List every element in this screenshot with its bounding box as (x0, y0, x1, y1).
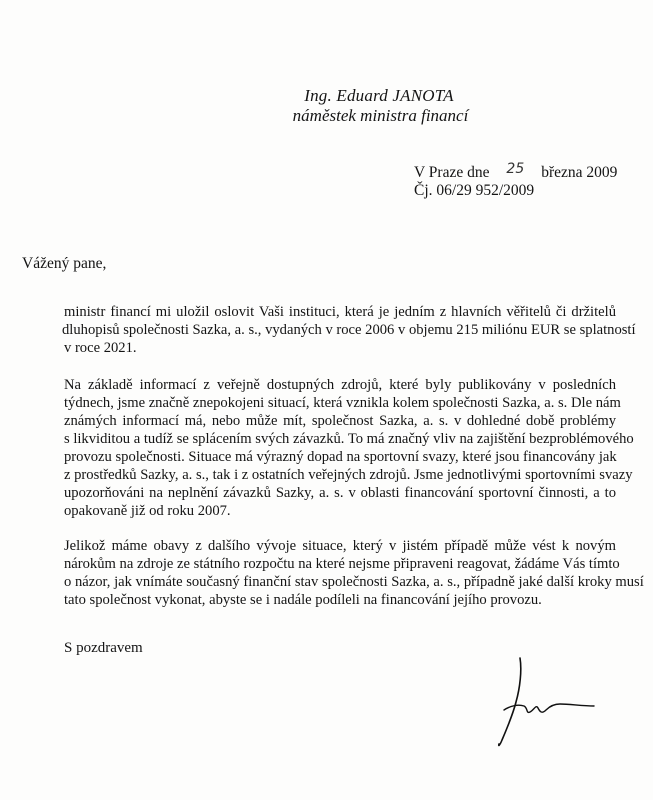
place-date-prefix: V Praze dne (414, 164, 490, 181)
paragraph-line: provozu společnosti. Situace má výrazný dopad na sportovní svazy, které jsou financovány jak (64, 449, 617, 465)
place-date (414, 161, 618, 182)
paragraph-line: upozorňováni na neplnění závazků Sazky, a. s. v oblasti financování sportovní činnosti, a to (64, 485, 616, 501)
paragraph-line: tato společnost vykonat, abyste se i nadále podíleli na financování jejího provozu. (64, 592, 542, 608)
handwritten-day: 25 (506, 161, 525, 177)
paragraph-1 (62, 303, 636, 357)
paragraph-line: ministr financí mi uložil oslovit Vaši instituci, která je jedním z hlavních věřitelů či držitelů (64, 304, 616, 320)
paragraph-line: o názor, jak vnímáte současný finanční stav společnosti Sazka, a. s., případně jaké další kroky musí (64, 574, 644, 590)
paragraph-2 (64, 376, 634, 520)
paragraph-line: s likviditou a tudíž se splácením svých závazků. To má značný vliv na zajištění bezproblémového (64, 431, 634, 447)
paragraph-line: Jelikož máme obavy z dalšího vývoje situace, který v jistém případě může vést k novým (64, 538, 616, 554)
salutation: Vážený pane, (22, 255, 107, 272)
place-date-suffix: března 2009 (541, 164, 618, 181)
paragraph-line: dluhopisů společnosti Sazka, a. s., vydaných v roce 2006 v objemu 215 miliónu EUR se splatností (62, 322, 636, 338)
closing: S pozdravem (64, 640, 143, 656)
paragraph-line: z prostředků Sazky, a. s., tak i z ostatních veřejných zdrojů. Jsme jednotlivými sportovními svazy (64, 467, 633, 483)
paragraph-line: týdnech, jsme značně znepokojeni situací, která vznikla kolem společnosti Sazka, a. s. Dle nám (64, 395, 621, 411)
sender-name: Ing. Eduard JANOTA (304, 86, 454, 105)
paragraph-3 (64, 537, 644, 609)
paragraph-line: opakovaně již od roku 2007. (64, 503, 231, 519)
paragraph-line: známých informací má, nebo může mít, společnost Sazka, a. s. v dohledné době problémy (64, 413, 616, 429)
paragraph-line: Na základě informací z veřejně dostupných zdrojů, které byly publikovány v posledních (64, 377, 616, 393)
paragraph-line: v roce 2021. (64, 340, 137, 356)
sender-role: náměstek ministra financí (292, 106, 469, 125)
handwritten-signature (490, 640, 600, 750)
reference-number: Čj. 06/29 952/2009 (414, 182, 535, 199)
paragraph-line: nárokům na zdroje ze státního rozpočtu na které nejsme připraveni reagovat, žádáme Vás tímto (64, 556, 620, 572)
